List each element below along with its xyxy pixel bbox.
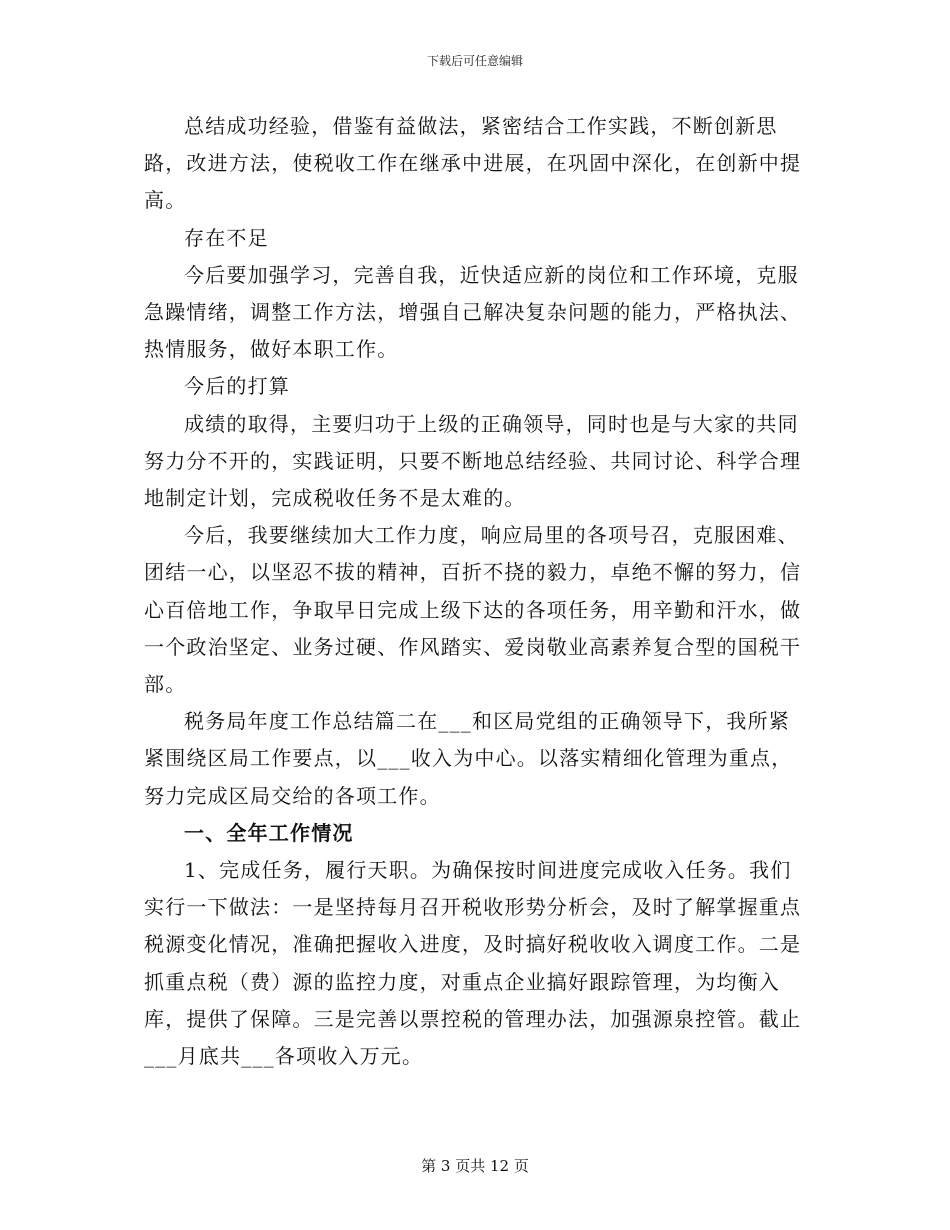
paragraph-summary-experience: 总结成功经验，借鉴有益做法，紧密结合工作实践，不断创新思路，改进方法，使税收工作在继承中进展，在巩固中深化，在创新中提高。 [144,114,802,213]
section-title-shortcomings: 存在不足 [184,225,269,250]
paragraph-future-work: 今后，我要继续加大工作力度，响应局里的各项号召，克服困难、团结一心，以坚忍不拔的精神，百折不挠的毅力，卓绝不懈的努力，信心百倍地工作，争取早日完成上级下达的各项任务，用辛勤和汗水，做一个政治坚定、业务过硬、作风踏实、爱岗敬业高素养复合型的国税干部。 [144,523,802,697]
page-header: 下载后可任意编辑 [426,54,523,68]
section-heading-annual-work: 一、全年工作情况 [184,820,354,845]
paragraph-achievements: 成绩的取得，主要归功于上级的正确领导，同时也是与大家的共同努力分不开的，实践证明，只要不断地总结经验、共同讨论、科学合理地制定计划，完成税收任务不是太难的。 [144,411,802,511]
paragraph-task-completion: 1、完成任务，履行天职。为确保按时间进度完成收入任务。我们实行一下做法：一是坚持每月召开税收形势分析会，及时了解掌握重点税源变化情况，准确把握收入进度，及时搞好税收收入调度工作。二是抓重点税（费）源的监控力度，对重点企业搞好跟踪管理，为均衡入库，提供了保障。三是完善以票控税的管理办法，加强源泉控管。截止___月底共___各项收入万元。 [144,858,802,1069]
paragraph-summary-part-two: 税务局年度工作总结篇二在___和区局党组的正确领导下，我所紧紧围绕区局工作要点，以___收入为中心。以落实精细化管理为重点，努力完成区局交给的各项工作。 [144,709,793,808]
document-body [144,108,804,1075]
page-footer-page-number: 第 3 页共 12 页 [421,1157,529,1175]
paragraph-shortcomings: 今后要加强学习，完善自我，近快适应新的岗位和工作环境，克服急躁情绪，调整工作方法，增强自己解决复杂问题的能力，严格执法、热情服务，做好本职工作。 [144,262,802,362]
section-title-future-plans: 今后的打算 [184,374,290,399]
